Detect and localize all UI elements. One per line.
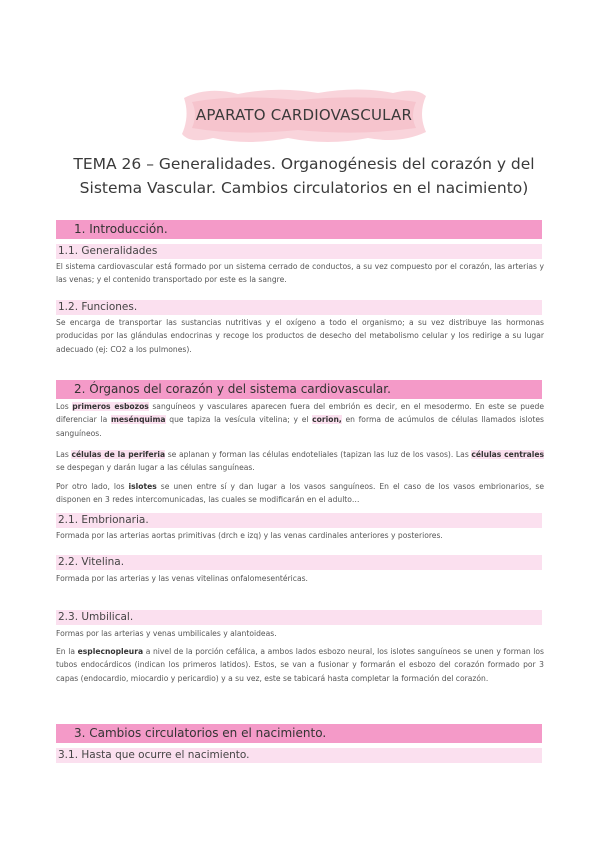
section-2-paragraph-1: Los primeros esbozos sanguíneos y vasculares aparecen fuera del embrión es decir, en el mesodermo. En este se puede diferenciar la mesénquima que tapiza la vesícula vitelina; y el corion, en forma de acúmulos de células llamados islotes sanguíneos. [56,402,544,438]
section-2-heading: 2. Órganos del corazón y del sistema cardiovascular. [56,380,542,399]
subsection-2-1-text: Formada por las arterias aortas primitivas (drch e izq) y las venas cardinales anteriores y posteriores. [56,531,443,540]
section-3-heading: 3. Cambios circulatorios en el nacimiento. [56,724,542,743]
title-banner [178,84,430,148]
subsection-2-3-paragraph-2: En la esplecnopleura a nivel de la porción cefálica, a ambos lados esbozo neural, los islotes sanguíneos se unen y forman los tubos endocárdicos (indican los primeros latidos). Estos, se van a fusionar y formarán el esbozo del corazón formado por 3 capas (endocardio, miocardio y pericardio) y a su vez, este se tabicará hasta completar la formación del corazón. [56,647,544,683]
subsection-3-1-title: 3.1. Hasta que ocurre el nacimiento. [56,748,542,763]
subsection-1-1-title: 1.1. Generalidades [56,244,542,259]
subsection-2-2-title: 2.2. Vitelina. [56,555,542,570]
subsection-2-2-text: Formada por las arterias y las venas vitelinas onfalomesentéricas. [56,574,308,583]
section-2-paragraph-2: Las células de la periferia se aplanan y forman las células endoteliales (tapizan las luz de los vasos). Las células centrales se despegan y darán lugar a las células sanguíneas. [56,450,544,473]
section-1-heading: 1. Introducción. [56,220,542,239]
banner-title: APARATO CARDIOVASCULAR [195,106,413,124]
subsection-2-3-title: 2.3. Umbilical. [56,610,542,625]
subsection-1-2-text: Se encarga de transportar las sustancias nutritivas y el oxígeno a todo el organismo; a su vez distribuye las hormonas producidas por las glándulas endocrinas y recoge los productos de desecho del metabolismo celular y los redirige a su lugar adecuado (ej: CO2 a los pulmones). [56,318,544,354]
subsection-1-2-title: 1.2. Funciones. [56,300,542,315]
section-2-paragraph-3: Por otro lado, los islotes se unen entre sí y dan lugar a los vasos sanguíneos. En el caso de los vasos embrionarios, se disponen en 3 redes intercomunicadas, las cuales se modificarán en el adulto… [56,482,545,505]
subsection-2-3-text: Formas por las arterias y venas umbilicales y alantoideas. [56,629,277,638]
subsection-1-1-text: El sistema cardiovascular está formado por un sistema cerrado de conductos, a su vez compuesto por el corazón, las arterias y las venas; y el contenido transportado por este es la sangre. [56,262,544,285]
subsection-2-1-title: 2.1. Embrionaria. [56,513,542,528]
theme-title: TEMA 26 – Generalidades. Organogénesis del corazón y del Sistema Vascular. Cambios circulatorios en el nacimiento) [73,155,535,197]
